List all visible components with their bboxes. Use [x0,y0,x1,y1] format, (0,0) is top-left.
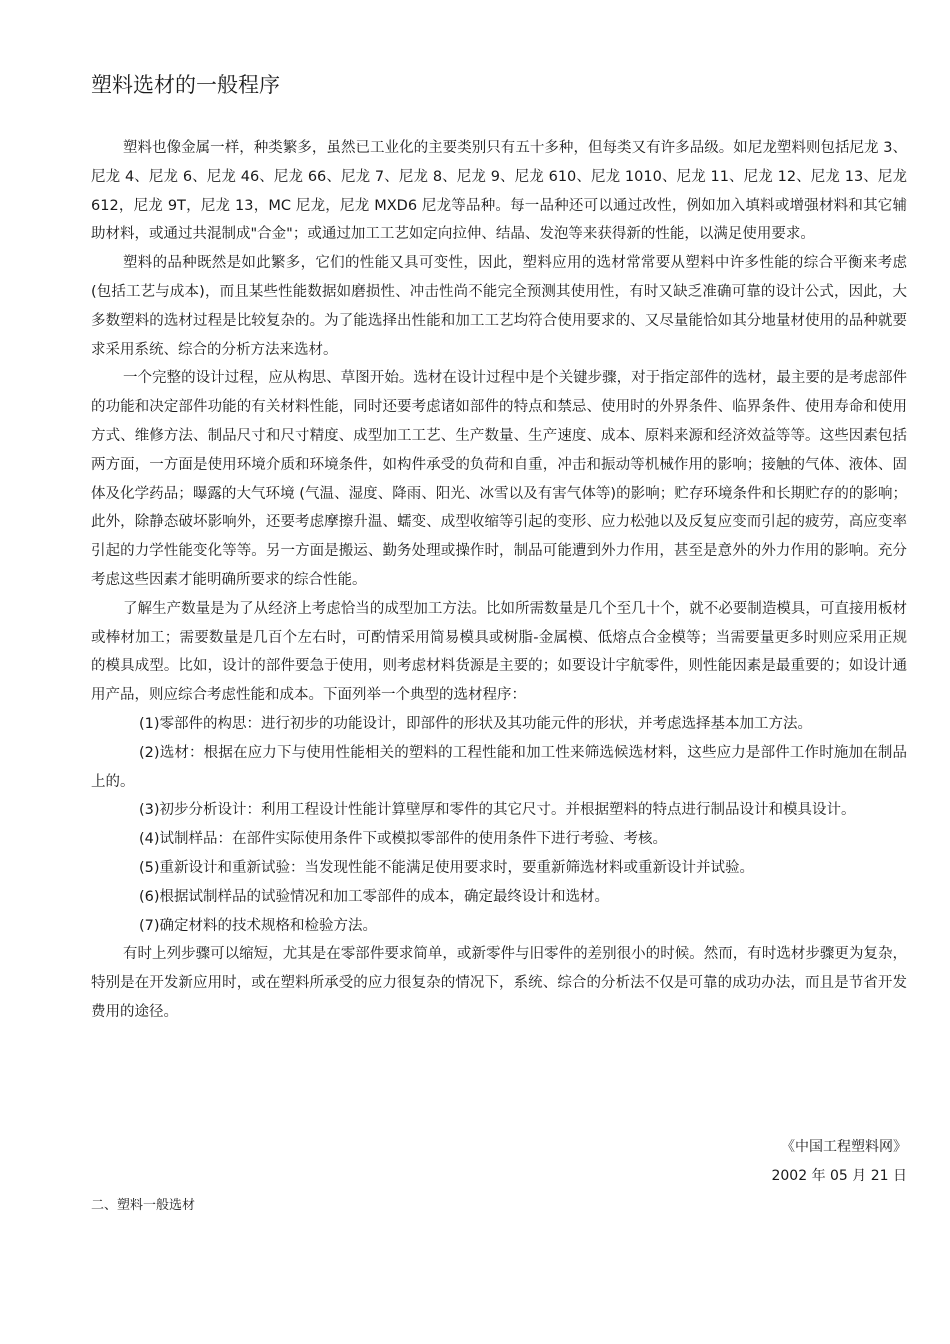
step-item: (3)初步分析设计：利用工程设计性能计算壁厚和零件的其它尺寸。并根据塑料的特点进行制品设计和模具设计。 [139,802,856,819]
publish-date: 2002 年 05 月 21 日 [771,1168,907,1184]
step-item: (6)根据试制样品的试验情况和加工零部件的成本，确定最终设计和选材。 [139,888,610,905]
step-item: (1)零部件的构思：进行初步的功能设计，即部件的形状及其功能元件的形状，并考虑选择基本加工方法。 [139,715,813,732]
source-citation: 《中国工程塑料网》 [781,1139,907,1155]
document-body [91,134,907,1027]
step-item: (2)选材：根据在应力下与使用性能相关的塑料的工程性能和加工性来筛选候选材料，这些应力是部件工作时施加在制品上的。 [91,744,907,790]
step-item: (7)确定材料的技术规格和检验方法。 [139,917,378,934]
paragraph-intro: 塑料也像金属一样，种类繁多，虽然已工业化的主要类别只有五十多种，但每类又有许多品级。如尼龙塑料则包括尼龙 3、尼龙 4、尼龙 6、尼龙 46、尼龙 66、尼龙 7、尼龙 8、尼龙 9、尼龙 610、尼龙 1010、尼龙 11、尼龙 12、尼龙 13、尼龙 612，尼龙 9T，尼龙 13，MC 尼龙，尼龙 MXD6 尼龙等品种。每一品种还可以通过改性，例如加入填料或增强材料和其它辅助材料，或通过共混制成"合金"；或通过加工工艺如定向拉伸、结晶、发泡等来获得新的性能，以满足使用要求。 [91,140,907,243]
step-item: (4)试制样品：在部件实际使用条件下或模拟零部件的使用条件下进行考验、考核。 [139,831,668,848]
paragraph-design-process: 一个完整的设计过程，应从构思、草图开始。选材在设计过程中是个关键步骤，对于指定部件的选材，最主要的是考虑部件的功能和决定部件功能的有关材料性能，同时还要考虑诸如部件的特点和禁忌、使用时的外界条件、临界条件、使用寿命和使用方式、维修方法、制品尺寸和尺寸精度、成型加工工艺、生产数量、生产速度、成本、原料来源和经济效益等等。这些因素包括两方面，一方面是使用环境介质和环境条件，如构件承受的负荷和自重，冲击和振动等机械作用的影响；接触的气体、液体、固体及化学药品；曝露的大气环境 (气温、湿度、降雨、阳光、冰雪以及有害气体等)的影响；贮存环境条件和长期贮存的的影响；此外，除静态破坏影响外，还要考虑摩擦升温、蠕变、成型收缩等引起的变形、应力松弛以及反复应变而引起的疲劳，高应变率引起的力学性能变化等等。另一方面是搬运、勤务处理或操作时，制品可能遭到外力作用，甚至是意外的外力作用的影响。充分考虑这些因素才能明确所要求的综合性能。 [91,370,907,588]
next-section-heading: 二、塑料一般选材 [91,1198,196,1213]
paragraph-varieties: 塑料的品种既然是如此繁多，它们的性能又具可变性，因此，塑料应用的选材常常要从塑料中许多性能的综合平衡来考虑(包括工艺与成本)，而且某些性能数据如磨损性、冲击性尚不能完全预测其使用性，有时又缺乏准确可靠的设计公式，因此，大多数塑料的选材过程是比较复杂的。为了能选择出性能和加工工艺均符合使用要求的、又尽量能恰如其分地量材使用的品种就要求采用系统、综合的分析方法来选材。 [91,255,907,358]
step-item: (5)重新设计和重新试验：当发现性能不能满足使用要求时，要重新筛选材料或重新设计并试验。 [139,859,755,876]
paragraph-production-quantity: 了解生产数量是为了从经济上考虑恰当的成型加工方法。比如所需数量是几个至几十个，就不必要制造模具，可直接用板材或棒材加工；需要数量是几百个左右时，可酌情采用简易模具或树脂-金属模、低熔点合金模等；当需要量更多时则应采用正规的模具成型。比如，设计的部件要急于使用，则考虑材料货源是主要的；如要设计宇航零件，则性能因素是最重要的；如设计通用产品，则应综合考虑性能和成本。下面列举一个典型的选材程序： [91,600,907,704]
document-title: 塑料选材的一般程序 [91,73,280,97]
paragraph-closing: 有时上列步骤可以缩短，尤其是在零部件要求简单，或新零件与旧零件的差别很小的时候。然而，有时选材步骤更为复杂，特别是在开发新应用时，或在塑料所承受的应力很复杂的情况下，系统、综合的分析法不仅是可靠的成功办法，而且是节省开发费用的途径。 [91,946,907,1020]
